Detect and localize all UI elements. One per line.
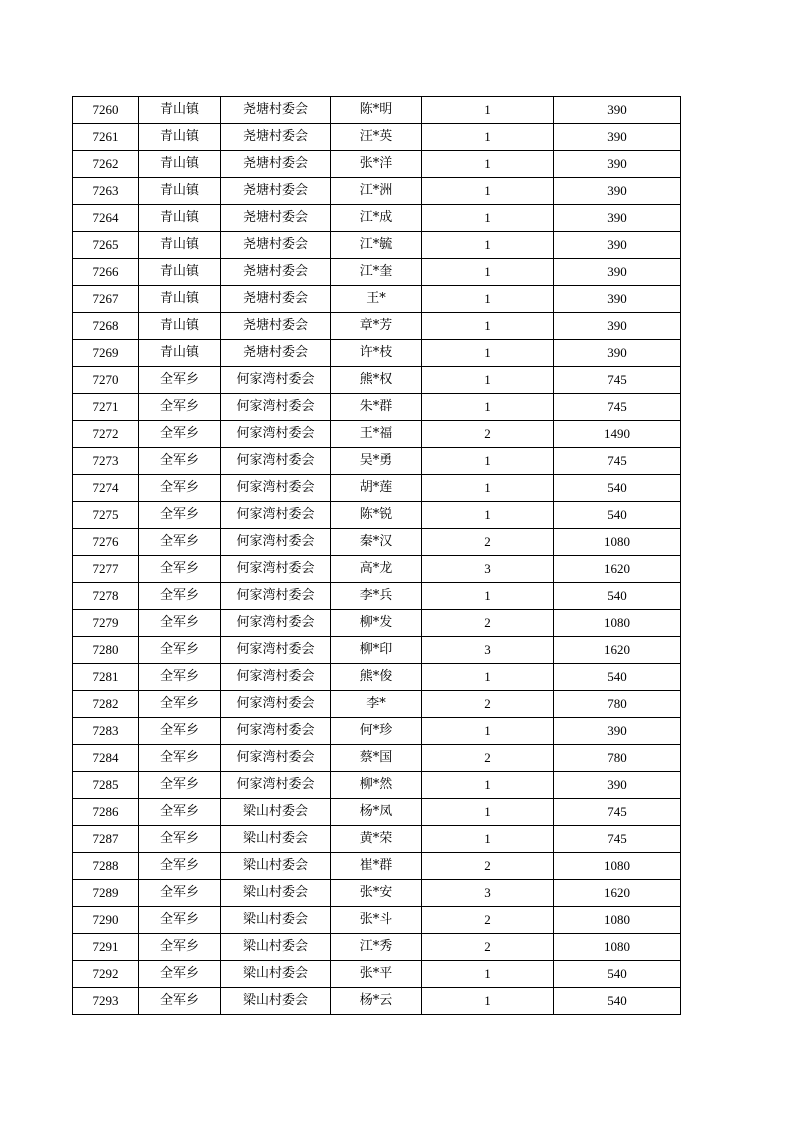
village-committee-cell: 梁山村委会 (221, 934, 331, 961)
name-cell: 黄*荣 (331, 826, 422, 853)
serial-number-cell: 7269 (73, 340, 139, 367)
amount-cell: 540 (554, 988, 681, 1015)
household-count-cell: 1 (422, 772, 554, 799)
serial-number-cell: 7275 (73, 502, 139, 529)
amount-cell: 540 (554, 475, 681, 502)
table-row (73, 502, 681, 529)
village-committee-cell: 梁山村委会 (221, 799, 331, 826)
serial-number-cell: 7292 (73, 961, 139, 988)
serial-number-cell: 7272 (73, 421, 139, 448)
amount-cell: 745 (554, 799, 681, 826)
serial-number-cell: 7263 (73, 178, 139, 205)
village-committee-cell: 何家湾村委会 (221, 502, 331, 529)
village-committee-cell: 尧塘村委会 (221, 178, 331, 205)
township-cell: 全军乡 (139, 691, 221, 718)
township-cell: 全军乡 (139, 799, 221, 826)
table-row (73, 772, 681, 799)
table-row (73, 610, 681, 637)
township-cell: 青山镇 (139, 178, 221, 205)
table-row (73, 718, 681, 745)
household-count-cell: 1 (422, 664, 554, 691)
household-count-cell: 1 (422, 718, 554, 745)
table-row (73, 934, 681, 961)
township-cell: 青山镇 (139, 232, 221, 259)
township-cell: 青山镇 (139, 151, 221, 178)
household-count-cell: 2 (422, 691, 554, 718)
township-cell: 全军乡 (139, 772, 221, 799)
serial-number-cell: 7274 (73, 475, 139, 502)
township-cell: 全军乡 (139, 529, 221, 556)
amount-cell: 745 (554, 394, 681, 421)
household-count-cell: 3 (422, 880, 554, 907)
name-cell: 江*奎 (331, 259, 422, 286)
village-committee-cell: 何家湾村委会 (221, 610, 331, 637)
household-count-cell: 2 (422, 610, 554, 637)
village-committee-cell: 何家湾村委会 (221, 556, 331, 583)
household-count-cell: 3 (422, 556, 554, 583)
name-cell: 胡*莲 (331, 475, 422, 502)
serial-number-cell: 7287 (73, 826, 139, 853)
household-count-cell: 1 (422, 259, 554, 286)
table-row (73, 826, 681, 853)
table-row (73, 529, 681, 556)
household-count-cell: 1 (422, 367, 554, 394)
name-cell: 朱*群 (331, 394, 422, 421)
township-cell: 全军乡 (139, 961, 221, 988)
name-cell: 熊*权 (331, 367, 422, 394)
amount-cell: 1080 (554, 934, 681, 961)
serial-number-cell: 7273 (73, 448, 139, 475)
township-cell: 青山镇 (139, 205, 221, 232)
table-row (73, 664, 681, 691)
amount-cell: 390 (554, 151, 681, 178)
household-count-cell: 1 (422, 448, 554, 475)
name-cell: 汪*英 (331, 124, 422, 151)
household-count-cell: 2 (422, 907, 554, 934)
serial-number-cell: 7279 (73, 610, 139, 637)
village-committee-cell: 尧塘村委会 (221, 232, 331, 259)
amount-cell: 780 (554, 745, 681, 772)
village-committee-cell: 尧塘村委会 (221, 151, 331, 178)
table-row (73, 637, 681, 664)
amount-cell: 1490 (554, 421, 681, 448)
amount-cell: 745 (554, 826, 681, 853)
table-body (73, 97, 681, 1015)
serial-number-cell: 7276 (73, 529, 139, 556)
amount-cell: 1080 (554, 529, 681, 556)
table-row (73, 556, 681, 583)
name-cell: 熊*俊 (331, 664, 422, 691)
amount-cell: 390 (554, 286, 681, 313)
name-cell: 张*安 (331, 880, 422, 907)
township-cell: 全军乡 (139, 664, 221, 691)
village-committee-cell: 尧塘村委会 (221, 259, 331, 286)
township-cell: 全军乡 (139, 394, 221, 421)
amount-cell: 390 (554, 205, 681, 232)
amount-cell: 1620 (554, 637, 681, 664)
township-cell: 全军乡 (139, 610, 221, 637)
village-committee-cell: 何家湾村委会 (221, 691, 331, 718)
serial-number-cell: 7284 (73, 745, 139, 772)
name-cell: 章*芳 (331, 313, 422, 340)
household-count-cell: 1 (422, 502, 554, 529)
amount-cell: 390 (554, 232, 681, 259)
serial-number-cell: 7268 (73, 313, 139, 340)
name-cell: 崔*群 (331, 853, 422, 880)
village-committee-cell: 尧塘村委会 (221, 340, 331, 367)
name-cell: 何*珍 (331, 718, 422, 745)
serial-number-cell: 7288 (73, 853, 139, 880)
serial-number-cell: 7286 (73, 799, 139, 826)
name-cell: 吴*勇 (331, 448, 422, 475)
township-cell: 青山镇 (139, 340, 221, 367)
village-committee-cell: 梁山村委会 (221, 853, 331, 880)
name-cell: 柳*印 (331, 637, 422, 664)
household-count-cell: 1 (422, 97, 554, 124)
table-row (73, 961, 681, 988)
serial-number-cell: 7271 (73, 394, 139, 421)
name-cell: 柳*发 (331, 610, 422, 637)
village-committee-cell: 何家湾村委会 (221, 718, 331, 745)
amount-cell: 1620 (554, 880, 681, 907)
serial-number-cell: 7283 (73, 718, 139, 745)
serial-number-cell: 7262 (73, 151, 139, 178)
table-row (73, 853, 681, 880)
household-count-cell: 2 (422, 745, 554, 772)
township-cell: 青山镇 (139, 97, 221, 124)
serial-number-cell: 7281 (73, 664, 139, 691)
table-row (73, 745, 681, 772)
township-cell: 青山镇 (139, 124, 221, 151)
village-committee-cell: 何家湾村委会 (221, 637, 331, 664)
amount-cell: 390 (554, 313, 681, 340)
name-cell: 秦*汉 (331, 529, 422, 556)
household-count-cell: 1 (422, 286, 554, 313)
amount-cell: 390 (554, 259, 681, 286)
household-count-cell: 1 (422, 988, 554, 1015)
household-count-cell: 1 (422, 151, 554, 178)
name-cell: 许*枝 (331, 340, 422, 367)
serial-number-cell: 7290 (73, 907, 139, 934)
village-committee-cell: 梁山村委会 (221, 826, 331, 853)
serial-number-cell: 7293 (73, 988, 139, 1015)
table-row (73, 286, 681, 313)
amount-cell: 1620 (554, 556, 681, 583)
table-row (73, 691, 681, 718)
village-committee-cell: 何家湾村委会 (221, 394, 331, 421)
serial-number-cell: 7291 (73, 934, 139, 961)
serial-number-cell: 7270 (73, 367, 139, 394)
amount-cell: 390 (554, 178, 681, 205)
table-row (73, 205, 681, 232)
household-count-cell: 1 (422, 178, 554, 205)
serial-number-cell: 7285 (73, 772, 139, 799)
table-row (73, 151, 681, 178)
table-row (73, 907, 681, 934)
name-cell: 王*福 (331, 421, 422, 448)
village-committee-cell: 尧塘村委会 (221, 124, 331, 151)
township-cell: 全军乡 (139, 988, 221, 1015)
township-cell: 全军乡 (139, 583, 221, 610)
township-cell: 全军乡 (139, 853, 221, 880)
township-cell: 全军乡 (139, 934, 221, 961)
village-committee-cell: 何家湾村委会 (221, 583, 331, 610)
village-committee-cell: 梁山村委会 (221, 961, 331, 988)
township-cell: 青山镇 (139, 313, 221, 340)
township-cell: 全军乡 (139, 556, 221, 583)
village-committee-cell: 尧塘村委会 (221, 313, 331, 340)
household-count-cell: 2 (422, 421, 554, 448)
township-cell: 全军乡 (139, 880, 221, 907)
name-cell: 张*平 (331, 961, 422, 988)
name-cell: 柳*然 (331, 772, 422, 799)
table-row (73, 259, 681, 286)
amount-cell: 1080 (554, 853, 681, 880)
amount-cell: 1080 (554, 610, 681, 637)
name-cell: 杨*云 (331, 988, 422, 1015)
amount-cell: 540 (554, 664, 681, 691)
serial-number-cell: 7265 (73, 232, 139, 259)
village-committee-cell: 何家湾村委会 (221, 367, 331, 394)
village-committee-cell: 梁山村委会 (221, 880, 331, 907)
table-row (73, 583, 681, 610)
village-committee-cell: 梁山村委会 (221, 907, 331, 934)
table-row (73, 421, 681, 448)
amount-cell: 1080 (554, 907, 681, 934)
household-count-cell: 1 (422, 799, 554, 826)
name-cell: 江*洲 (331, 178, 422, 205)
village-committee-cell: 何家湾村委会 (221, 448, 331, 475)
serial-number-cell: 7264 (73, 205, 139, 232)
serial-number-cell: 7282 (73, 691, 139, 718)
table-row (73, 988, 681, 1015)
table-row (73, 97, 681, 124)
name-cell: 李*兵 (331, 583, 422, 610)
household-count-cell: 1 (422, 313, 554, 340)
data-table (72, 96, 681, 1015)
village-committee-cell: 何家湾村委会 (221, 421, 331, 448)
amount-cell: 780 (554, 691, 681, 718)
serial-number-cell: 7267 (73, 286, 139, 313)
township-cell: 全军乡 (139, 475, 221, 502)
township-cell: 全军乡 (139, 502, 221, 529)
serial-number-cell: 7261 (73, 124, 139, 151)
table-row (73, 799, 681, 826)
village-committee-cell: 何家湾村委会 (221, 475, 331, 502)
village-committee-cell: 尧塘村委会 (221, 205, 331, 232)
household-count-cell: 1 (422, 232, 554, 259)
household-count-cell: 1 (422, 124, 554, 151)
table-row (73, 340, 681, 367)
name-cell: 陈*锐 (331, 502, 422, 529)
household-count-cell: 1 (422, 583, 554, 610)
serial-number-cell: 7260 (73, 97, 139, 124)
village-committee-cell: 尧塘村委会 (221, 97, 331, 124)
township-cell: 全军乡 (139, 718, 221, 745)
name-cell: 陈*明 (331, 97, 422, 124)
township-cell: 全军乡 (139, 907, 221, 934)
name-cell: 王* (331, 286, 422, 313)
household-count-cell: 1 (422, 475, 554, 502)
table-row (73, 475, 681, 502)
household-count-cell: 2 (422, 853, 554, 880)
village-committee-cell: 何家湾村委会 (221, 529, 331, 556)
amount-cell: 745 (554, 367, 681, 394)
village-committee-cell: 梁山村委会 (221, 988, 331, 1015)
table-row (73, 394, 681, 421)
township-cell: 全军乡 (139, 367, 221, 394)
township-cell: 全军乡 (139, 637, 221, 664)
name-cell: 江*成 (331, 205, 422, 232)
amount-cell: 390 (554, 124, 681, 151)
serial-number-cell: 7280 (73, 637, 139, 664)
township-cell: 全军乡 (139, 745, 221, 772)
household-count-cell: 1 (422, 205, 554, 232)
amount-cell: 745 (554, 448, 681, 475)
amount-cell: 540 (554, 502, 681, 529)
serial-number-cell: 7289 (73, 880, 139, 907)
table-row (73, 232, 681, 259)
name-cell: 高*龙 (331, 556, 422, 583)
table-row (73, 313, 681, 340)
village-committee-cell: 何家湾村委会 (221, 664, 331, 691)
township-cell: 全军乡 (139, 421, 221, 448)
household-count-cell: 1 (422, 340, 554, 367)
serial-number-cell: 7277 (73, 556, 139, 583)
amount-cell: 390 (554, 772, 681, 799)
table-row (73, 178, 681, 205)
table-row (73, 448, 681, 475)
name-cell: 张*斗 (331, 907, 422, 934)
household-count-cell: 3 (422, 637, 554, 664)
household-count-cell: 2 (422, 934, 554, 961)
household-count-cell: 1 (422, 394, 554, 421)
household-count-cell: 1 (422, 826, 554, 853)
township-cell: 青山镇 (139, 259, 221, 286)
village-committee-cell: 何家湾村委会 (221, 745, 331, 772)
amount-cell: 390 (554, 97, 681, 124)
table-row (73, 124, 681, 151)
name-cell: 张*洋 (331, 151, 422, 178)
serial-number-cell: 7266 (73, 259, 139, 286)
name-cell: 江*毓 (331, 232, 422, 259)
serial-number-cell: 7278 (73, 583, 139, 610)
table-row (73, 367, 681, 394)
table-row (73, 880, 681, 907)
township-cell: 全军乡 (139, 826, 221, 853)
amount-cell: 390 (554, 340, 681, 367)
village-committee-cell: 尧塘村委会 (221, 286, 331, 313)
name-cell: 杨*凤 (331, 799, 422, 826)
amount-cell: 540 (554, 583, 681, 610)
name-cell: 李* (331, 691, 422, 718)
township-cell: 青山镇 (139, 286, 221, 313)
household-count-cell: 2 (422, 529, 554, 556)
name-cell: 蔡*国 (331, 745, 422, 772)
name-cell: 江*秀 (331, 934, 422, 961)
household-count-cell: 1 (422, 961, 554, 988)
village-committee-cell: 何家湾村委会 (221, 772, 331, 799)
township-cell: 全军乡 (139, 448, 221, 475)
amount-cell: 390 (554, 718, 681, 745)
amount-cell: 540 (554, 961, 681, 988)
